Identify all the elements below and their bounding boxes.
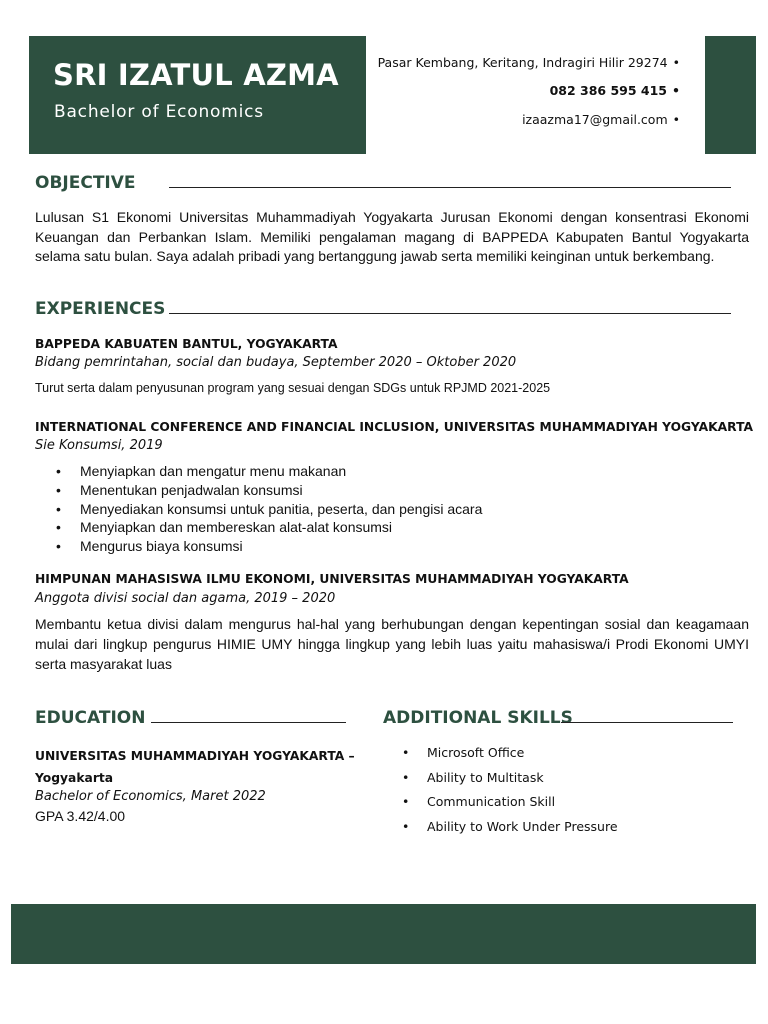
list-item xyxy=(402,743,618,768)
experience-description: Turut serta dalam penyusunan program yang sesuai dengan SDGs untuk RPJMD 2021-2025 xyxy=(35,381,551,395)
task-text: Menentukan penjadwalan konsumsi xyxy=(80,481,303,498)
task-text: Menyiapkan dan mengatur menu makanan xyxy=(80,463,347,479)
bullet-icon: • xyxy=(672,55,680,70)
education-degree-date: Bachelor of Economics, Maret 2022 xyxy=(35,789,266,804)
list-item xyxy=(56,462,482,481)
name-banner xyxy=(29,36,366,154)
skill-text: Ability to Multitask xyxy=(427,769,544,785)
bullet-icon: • xyxy=(56,481,61,498)
contact-phone xyxy=(550,83,680,98)
experiences-heading: EXPERIENCES xyxy=(35,299,166,319)
list-item xyxy=(402,817,618,842)
contact-email xyxy=(522,112,680,127)
skills-list xyxy=(402,743,618,842)
list-item xyxy=(56,518,482,537)
section-divider xyxy=(561,722,733,723)
bullet-icon: • xyxy=(672,83,680,98)
education-gpa: GPA 3.42/4.00 xyxy=(35,808,126,824)
header-side-bar xyxy=(705,36,756,154)
experience-org: INTERNATIONAL CONFERENCE AND FINANCIAL INCLUSION, UNIVERSITAS MUHAMMADIYAH YOGYAKARTA xyxy=(35,420,754,434)
bullet-icon: • xyxy=(402,769,410,785)
objective-text: Lulusan S1 Ekonomi Universitas Muhammadiyah Yogyakarta Jurusan Ekonomi dengan konsentrasi Ekonomi Keuangan dan Perbankan Islam. Memiliki pengalaman magang di BAPPEDA Kabupaten Bantul Yogyakarta selama satu bulan. Saya adalah pribadi yang bertanggung jawab serta memiliki keinginan untuk berkembang. xyxy=(35,209,749,264)
skill-text: Microsoft Office xyxy=(427,745,525,760)
list-item xyxy=(56,500,482,519)
experience-description: Membantu ketua divisi dalam mengurus hal-hal yang berhubungan dengan kepentingan sosial dan keagamaan mulai dari lingkup pengurus HIMIE UMY hingga lingkup yang lebih luas yaitu mahasiswa/i Prodi Ekonomi UMYI serta masyarakat luas xyxy=(35,616,749,672)
task-text: Menyediakan konsumsi untuk panitia, peserta, dan pengisi acara xyxy=(80,500,483,517)
list-item xyxy=(56,481,482,500)
section-divider xyxy=(151,722,346,723)
section-divider xyxy=(169,313,731,314)
list-item xyxy=(402,792,618,817)
bullet-icon: • xyxy=(56,463,61,479)
phone-text: 082 386 595 415 xyxy=(549,83,667,98)
list-item xyxy=(56,537,482,556)
skills-heading: ADDITIONAL SKILLS xyxy=(383,708,573,728)
list-item xyxy=(402,768,618,793)
bullet-icon: • xyxy=(56,538,61,555)
bullet-icon: • xyxy=(672,112,680,127)
experience-role: Anggota divisi social dan agama, 2019 – 2020 xyxy=(35,591,336,606)
objective-heading: OBJECTIVE xyxy=(35,173,136,193)
candidate-name: SRI IZATUL AZMA xyxy=(53,58,339,92)
bullet-icon: • xyxy=(402,819,410,835)
contact-address xyxy=(378,55,680,70)
candidate-degree: Bachelor of Economics xyxy=(54,102,264,122)
email-text: izaazma17@gmail.com xyxy=(522,112,668,127)
skill-text: Communication Skill xyxy=(427,794,556,810)
bullet-icon: • xyxy=(402,745,410,760)
experience-org: HIMPUNAN MAHASISWA ILMU EKONOMI, UNIVERSITAS MUHAMMADIYAH YOGYAKARTA xyxy=(35,572,629,586)
experience-role: Bidang pemrintahan, social dan budaya, September 2020 – Oktober 2020 xyxy=(35,355,517,370)
task-text: Mengurus biaya konsumsi xyxy=(80,538,243,555)
experience-role: Sie Konsumsi, 2019 xyxy=(35,438,163,453)
bullet-icon: • xyxy=(56,500,61,517)
experience-task-list xyxy=(56,462,482,556)
experience-org: BAPPEDA KABUATEN BANTUL, YOGYAKARTA xyxy=(35,337,338,351)
bullet-icon: • xyxy=(56,519,61,536)
address-text: Pasar Kembang, Keritang, Indragiri Hilir 29274 xyxy=(377,55,668,70)
task-text: Menyiapkan dan membereskan alat-alat konsumsi xyxy=(80,519,393,536)
education-heading: EDUCATION xyxy=(35,708,146,728)
section-divider xyxy=(169,187,731,188)
bullet-icon: • xyxy=(402,794,410,810)
education-school: UNIVERSITAS MUHAMMADIYAH YOGYAKARTA – Yogyakarta xyxy=(35,749,355,785)
skill-text: Ability to Work Under Pressure xyxy=(427,819,618,835)
footer-bar xyxy=(11,904,756,964)
